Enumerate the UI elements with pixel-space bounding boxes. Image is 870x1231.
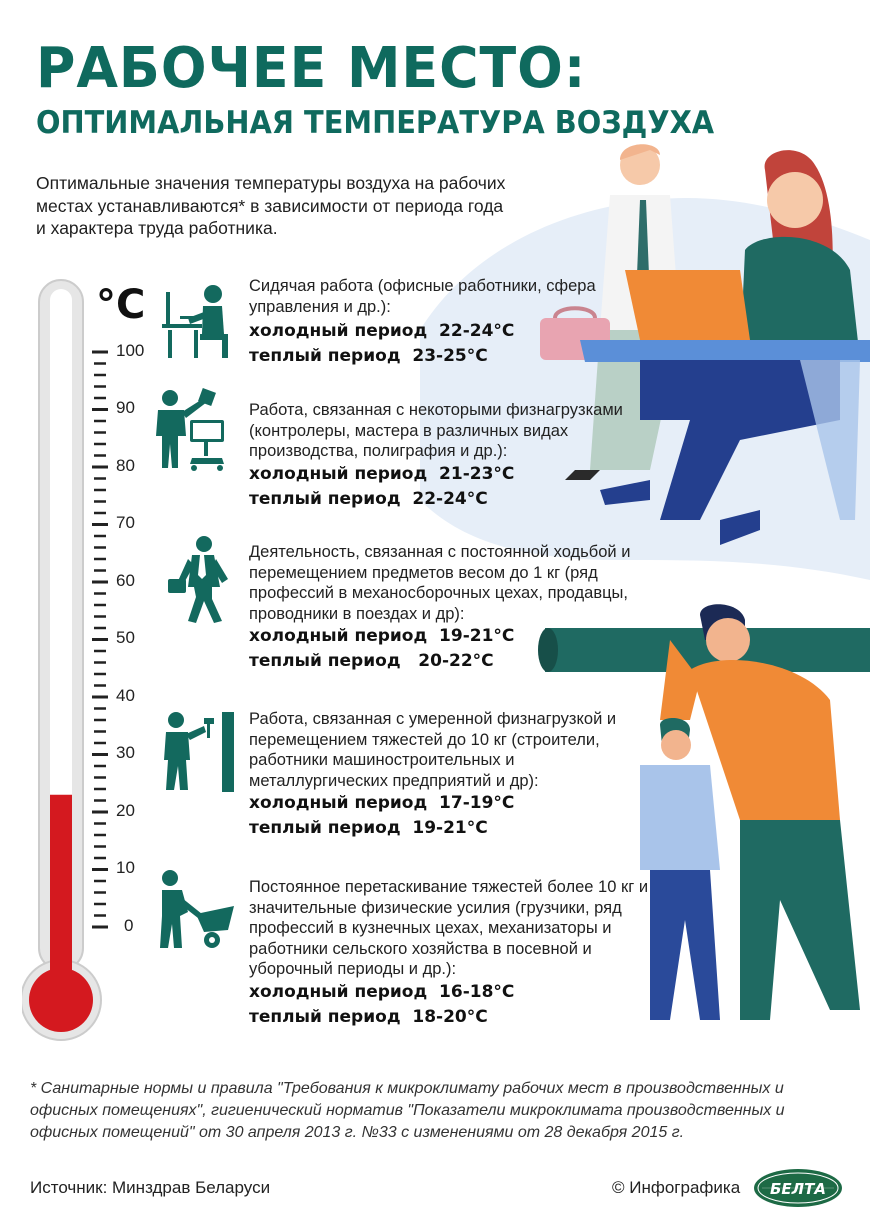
work-description: Работа, связанная с умеренной физнагрузкой и перемещением тяжестей до 10 кг (строители, работники машиностроительных и металлургических предприятий и др): (249, 710, 617, 790)
warm-period: теплый период 22-24°C (249, 488, 488, 509)
warm-period: теплый период 23-25°C (249, 346, 488, 366)
tick-label: 70 (116, 513, 135, 532)
work-description: Деятельность, связанная с постоянной ходьбой и перемещением предметов весом до 1 кг (ряд профессий в механосборочных цехах, продавцы, проводники в поездах и др): (249, 543, 631, 623)
supervisor-icon (152, 388, 236, 472)
cold-period: холодный период 16-18°C (249, 981, 515, 1002)
tick-label: 50 (116, 628, 135, 647)
work-description: Постоянное перетаскивание тяжестей более 10 кг и значительные физические усилия (грузчики, ряд профессий в кузнечных цехах, механизаторы и работники сельского хозяйства в посевной и уборочный периоды и др.): (249, 878, 649, 978)
work-type-walking (249, 542, 649, 674)
thermometer-ticks (92, 352, 108, 927)
logo-text: БЕЛТА (770, 1180, 826, 1198)
cold-period: холодный период 19-21°C (249, 626, 515, 646)
work-description: Сидячая работа (офисные работники, сфера управления и др.): (249, 277, 596, 316)
cold-period: холодный период 21-23°C (249, 463, 515, 484)
walking-worker-icon (164, 535, 236, 625)
warm-period: теплый период 18-20°C (249, 1006, 488, 1027)
work-type-moderate-load (249, 709, 649, 841)
work-type-heavy-load (249, 877, 649, 1030)
intro-text: Оптимальные значения температуры воздуха на рабочих местах устанавливаются* в зависимости от периода года и характера труда работника. (36, 173, 506, 238)
page-title: РАБОЧЕЕ МЕСТО: (36, 36, 587, 101)
tick-label: 60 (116, 571, 135, 590)
work-description: Работа, связанная с некоторыми физнагрузками (контролеры, мастера в различных видах производства, полиграфия и др.): (249, 401, 623, 460)
copyright-text: © Инфографика (612, 1178, 741, 1197)
wheelbarrow-worker-icon (156, 868, 236, 952)
source-text: Источник: Минздрав Беларуси (30, 1178, 271, 1197)
unit-label: °C (96, 282, 146, 328)
tick-label: 20 (116, 801, 135, 820)
warm-period: теплый период 19-21°C (249, 818, 488, 838)
cold-period: холодный период 17-19°C (249, 793, 515, 813)
work-type-sitting (249, 276, 649, 369)
office-worker-icon (158, 282, 238, 362)
tick-label: 40 (116, 686, 135, 705)
work-type-light-load (249, 400, 649, 512)
cold-period: холодный период 22-24°C (249, 321, 515, 341)
builder-icon (160, 710, 240, 794)
page-subtitle: ОПТИМАЛЬНАЯ ТЕМПЕРАТУРА ВОЗДУХА (36, 105, 715, 141)
tick-label: 30 (116, 743, 135, 762)
warm-period: теплый период 20-22°C (249, 651, 494, 671)
tick-label: 10 (116, 858, 135, 877)
tick-label: 0 (124, 916, 134, 935)
tick-label: 90 (116, 398, 135, 417)
tick-label: 100 (116, 341, 145, 360)
thermometer-mercury (50, 795, 72, 995)
footnote: * Санитарные нормы и правила "Требования к микроклимату рабочих мест в производственных и офисных помещениях", гигиенический норматив "Показатели микроклимата производственных и офисных помещений" от 30 апреля 2013 г. №33 с изменениями от 28 декабря 2015 г. (30, 1080, 785, 1141)
tick-label: 80 (116, 456, 135, 475)
belta-logo (752, 1168, 844, 1208)
